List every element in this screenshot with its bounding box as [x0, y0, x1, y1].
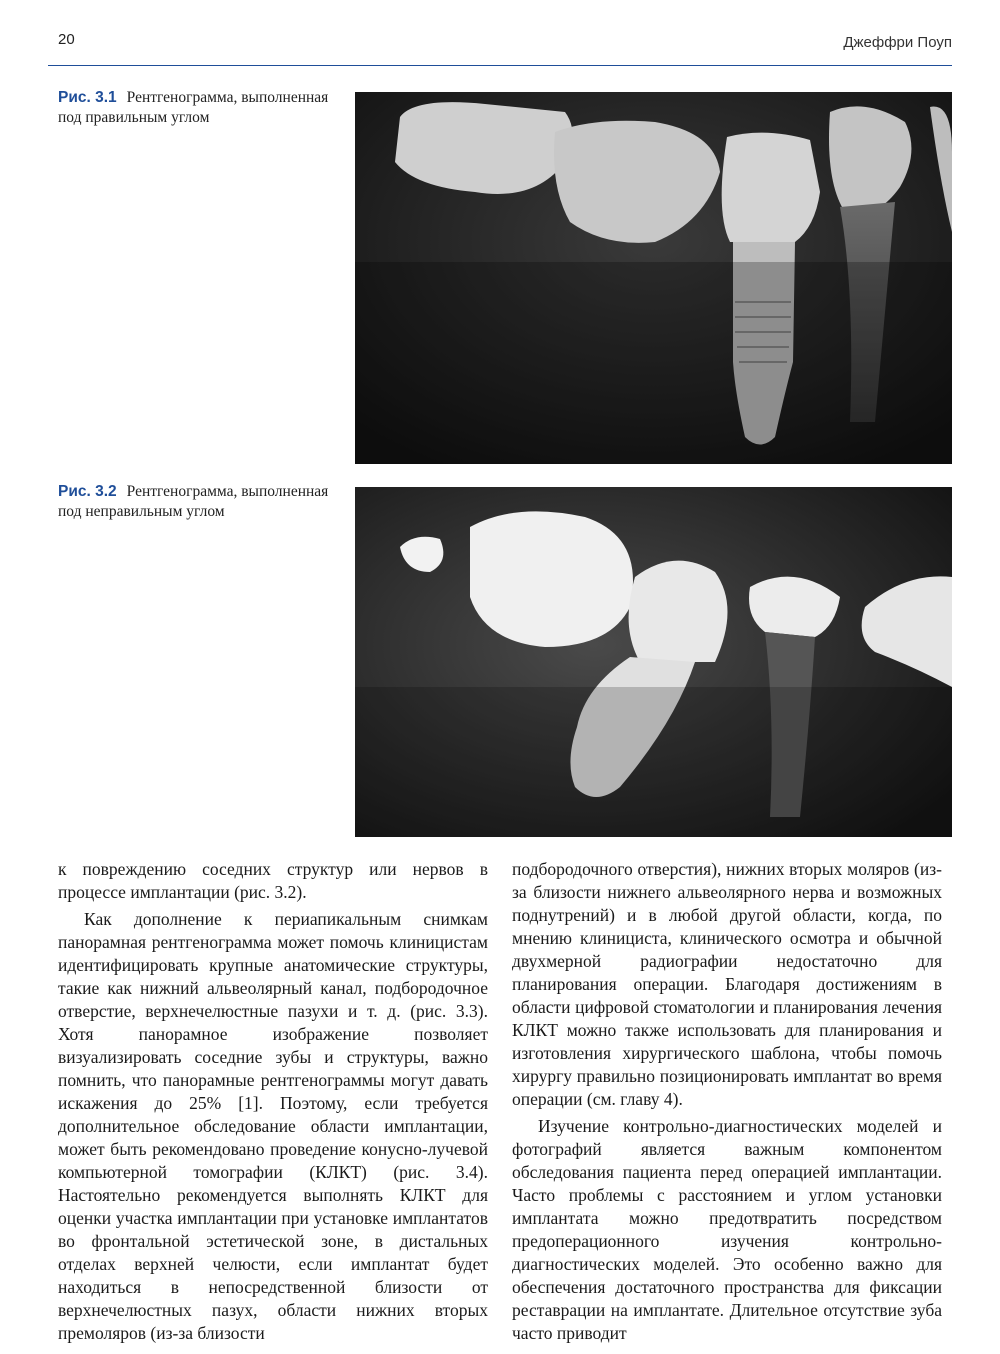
figure-label: Рис. 3.2 — [58, 483, 117, 500]
header-rule — [48, 65, 952, 66]
paragraph: к повреждению соседних структур или нервов в процессе имплантации (рис. 3.2). — [58, 859, 488, 902]
body-column-right — [512, 858, 942, 1349]
paragraph: Как дополнение к периапикальным снимкам панорамная рентгенограмма может помочь клиницистам идентифицировать крупные анатомические структуры, такие как нижний альвеолярный канал, подбородочное отверстие, верхнечелюстные пазухи и т. д. (рис. 3.3). Хотя панорамное изображение позволяет визуализировать соседние зубы и структуры, важно помнить, что панорамные рентгенограммы могут давать искажения до 25% [1]. Поэтому, если требуется дополнительное обследование области имплантации, может быть рекомендовано проведение конусно-лучевой компьютерной томографии (КЛКТ) (рис. 3.4). Настоятельно рекомендуется выполнять КЛКТ для оценки участка имплантации при установке имплантатов во фронтальной эстетической зоне, в дистальных отделах верхней челюсти, если имплантат будет находиться в непосредственной близости от верхнечелюстных пазух, области нижних вторых премоляров (из-за близости — [58, 909, 488, 1343]
body-column-left — [58, 858, 488, 1349]
xray-image-incorrect-angle — [355, 487, 952, 837]
figure-caption — [58, 88, 343, 128]
figure-label: Рис. 3.1 — [58, 89, 117, 106]
running-head: Джеффри Поуп — [843, 34, 952, 51]
xray-image-correct-angle — [355, 92, 952, 464]
figure-caption-text: Рентгенограмма, выполненная под неправильным углом — [58, 483, 329, 520]
figure-caption-text: Рентгенограмма, выполненная под правильным углом — [58, 89, 329, 126]
figure-caption — [58, 482, 343, 522]
page-number: 20 — [58, 31, 75, 48]
paragraph: Изучение контрольно-диагностических моделей и фотографий является важным компонентом обследования пациента перед операцией имплантации. Часто проблемы с расстоянием и углом установки имплантата можно предотвратить посредством предоперационного изучения контрольно-диагностических моделей. Это особенно важно для обеспечения достаточного пространства для фиксации реставрации на имплантате. Длительное отсутствие зуба часто приводит — [512, 1116, 942, 1343]
paragraph: подбородочного отверстия), нижних вторых моляров (из-за близости нижнего альвеолярного нерва и возможных поднутрений) и в любой другой области, когда, по мнению клинициста, клинического осмотра и обычной двухмерной радиографии недостаточно для планирования операции. Благодаря достижениям в области цифровой стоматологии и планирования лечения КЛКТ можно также использовать для планирования и изготовления хирургического шаблона, чтобы помочь хирургу правильно позиционировать имплантат во время операции (см. главу 4). — [512, 859, 942, 1109]
